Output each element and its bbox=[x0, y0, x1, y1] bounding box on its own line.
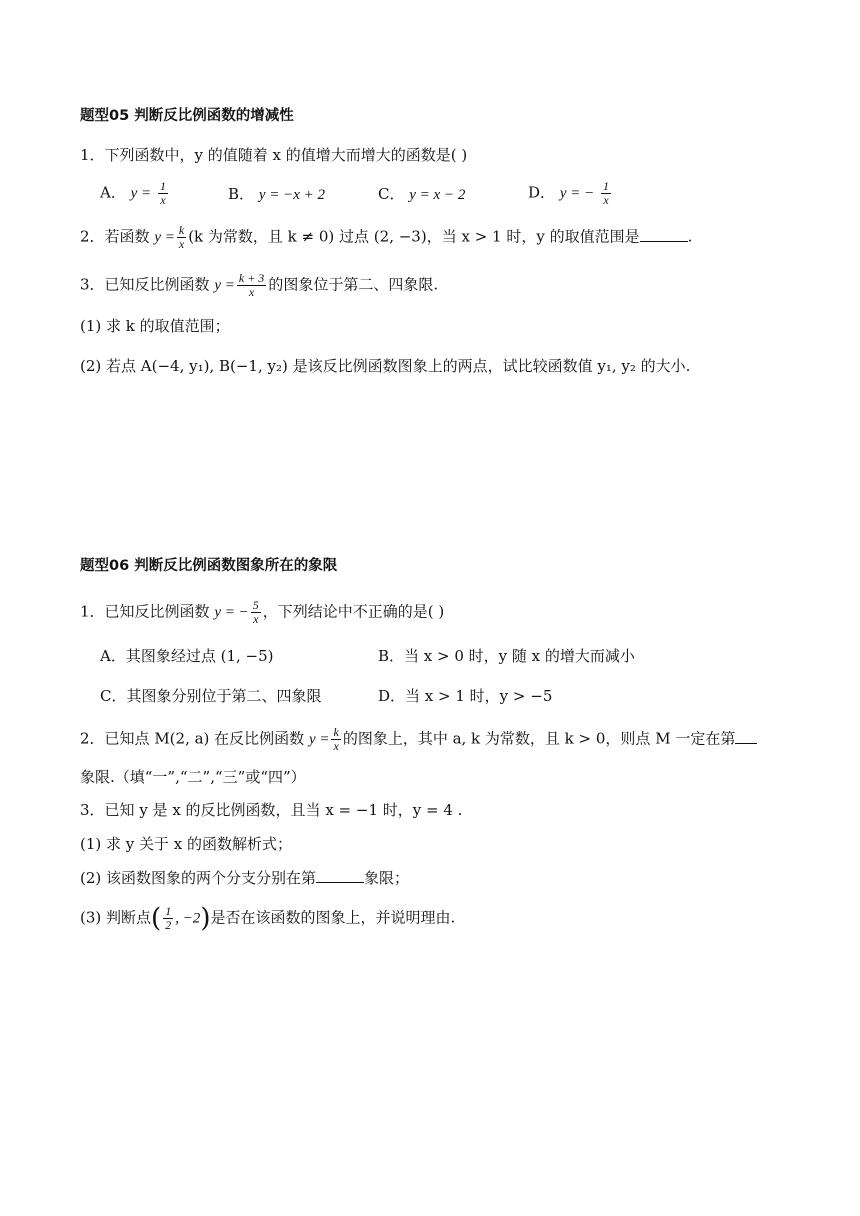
s1-q1-option-d[interactable] bbox=[528, 180, 613, 207]
fraction bbox=[163, 905, 173, 932]
s2-q1-num: 1． bbox=[80, 602, 105, 621]
s2-q1-post: ，下列结论中不正确的是( ) bbox=[262, 602, 445, 621]
s1-q2-pre: 若函数 bbox=[104, 227, 150, 246]
frac-num: k + 3 bbox=[238, 271, 265, 285]
frac-den: x bbox=[603, 193, 609, 207]
s1-q3 bbox=[80, 272, 438, 299]
point-paren: ) bbox=[200, 903, 211, 934]
s2-q2-num: 2． bbox=[80, 729, 105, 748]
option-label: C． bbox=[378, 185, 405, 203]
s1-q1-num: 1． bbox=[80, 146, 105, 164]
s2-q2-post: 的图象上，其中 a, k 为常数，且 k > 0，则点 M 一定在第 bbox=[342, 729, 736, 748]
s1-q2-num: 2． bbox=[80, 227, 105, 246]
fraction bbox=[601, 180, 611, 207]
s2-q3-part1: (1) 求 y 关于 x 的函数解析式； bbox=[80, 835, 293, 853]
s2-q1-pre: 已知反比例函数 bbox=[104, 602, 210, 621]
option-label: D． bbox=[528, 183, 556, 202]
s2-q2-line2: 象限.（填“一”,“二”,“三”或“四”） bbox=[80, 768, 306, 786]
s2-q1-option-b[interactable]: B．当 x > 0 时，y 随 x 的增大而减小 bbox=[378, 647, 635, 665]
s2-q1 bbox=[80, 599, 444, 626]
section1-title: 题型05 判断反比例函数的增减性 bbox=[80, 108, 294, 124]
expr-lhs: y = bbox=[154, 229, 175, 246]
fraction bbox=[331, 726, 340, 753]
answer-blank[interactable] bbox=[735, 729, 757, 744]
s2-q3-part2-a: (2) 该函数图象的两个分支分别在第 bbox=[80, 869, 317, 887]
frac-num: 5 bbox=[252, 598, 259, 612]
fraction bbox=[177, 224, 186, 251]
answer-blank[interactable] bbox=[316, 868, 364, 883]
frac-den: x bbox=[253, 612, 259, 626]
option-label: B． bbox=[228, 185, 255, 203]
frac-num: k bbox=[178, 223, 185, 237]
s2-q1-option-a[interactable]: A．其图象经过点 (1, −5) bbox=[100, 647, 274, 665]
s1-q3-num: 3． bbox=[80, 275, 105, 294]
s1-q1-option-a[interactable] bbox=[100, 180, 170, 207]
s2-q1-option-d[interactable]: D．当 x > 1 时，y > −5 bbox=[378, 687, 553, 705]
s1-q1-stem bbox=[80, 145, 467, 165]
s1-q2-mid: (k 为常数，且 k ≠ 0) 过点 (2, −3)，当 x > 1 时，y 的取值范围是 bbox=[188, 227, 640, 246]
s2-q3-part3-b: 是否在该函数的图象上，并说明理由. bbox=[210, 908, 456, 927]
s1-q2 bbox=[80, 224, 692, 251]
fraction bbox=[158, 180, 168, 207]
option-label: A． bbox=[100, 183, 126, 202]
s2-q3-part2 bbox=[80, 868, 409, 888]
answer-blank[interactable] bbox=[640, 227, 688, 242]
s2-q3-part3 bbox=[80, 905, 455, 932]
s1-q3-post: 的图象位于第二、四象限. bbox=[268, 275, 439, 294]
expr-lhs: y = − bbox=[559, 185, 595, 202]
section2-title: 题型06 判断反比例函数图象所在的象限 bbox=[80, 558, 338, 574]
fraction bbox=[237, 272, 266, 299]
frac-den: x bbox=[248, 285, 255, 299]
s2-q2 bbox=[80, 726, 757, 753]
s2-q3 bbox=[80, 800, 462, 820]
s1-q2-end: . bbox=[687, 227, 693, 246]
s2-q3-part2-b: 象限； bbox=[364, 869, 410, 887]
s1-q1-option-b[interactable] bbox=[228, 184, 325, 205]
expr: y = −x + 2 bbox=[258, 187, 325, 203]
s1-q3-part1: (1) 求 k 的取值范围； bbox=[80, 317, 230, 335]
frac-num: 1 bbox=[603, 179, 609, 193]
s2-q3-stem: 已知 y 是 x 的反比例函数，且当 x = −1 时，y = 4 . bbox=[104, 801, 463, 819]
frac-num: 1 bbox=[159, 179, 166, 193]
s1-q1-option-c[interactable] bbox=[378, 184, 465, 205]
frac-den: 2 bbox=[165, 918, 172, 932]
point-paren: ( bbox=[151, 903, 162, 934]
s2-q3-num: 3． bbox=[80, 801, 105, 819]
s1-q1-text: 下列函数中，y 的值随着 x 的值增大而增大的函数是( ) bbox=[104, 146, 468, 164]
expr-lhs: y = − bbox=[214, 604, 249, 621]
s1-q3-pre: 已知反比例函数 bbox=[104, 275, 210, 294]
frac-den: x bbox=[178, 237, 185, 251]
expr-lhs: y = bbox=[214, 277, 235, 294]
point-rest: , −2 bbox=[175, 910, 201, 927]
frac-num: 1 bbox=[165, 904, 172, 918]
expr: y = x − 2 bbox=[409, 187, 466, 203]
s2-q3-part3-a: (3) 判断点 bbox=[80, 908, 152, 927]
frac-den: x bbox=[333, 739, 339, 753]
frac-den: x bbox=[160, 193, 166, 207]
fraction bbox=[251, 599, 261, 626]
s2-q1-option-c[interactable]: C．其图象分别位于第二、四象限 bbox=[100, 687, 322, 705]
s2-q2-pre: 已知点 M(2, a) 在反比例函数 bbox=[104, 729, 305, 748]
s1-q3-part2: (2) 若点 A(−4, y₁), B(−1, y₂) 是该反比例函数图象上的两点，试比较函数值 y₁, y₂ 的大小. bbox=[80, 357, 691, 375]
expr-lhs: y = bbox=[130, 185, 152, 202]
expr-lhs: y = bbox=[308, 731, 330, 748]
frac-num: k bbox=[333, 725, 339, 739]
